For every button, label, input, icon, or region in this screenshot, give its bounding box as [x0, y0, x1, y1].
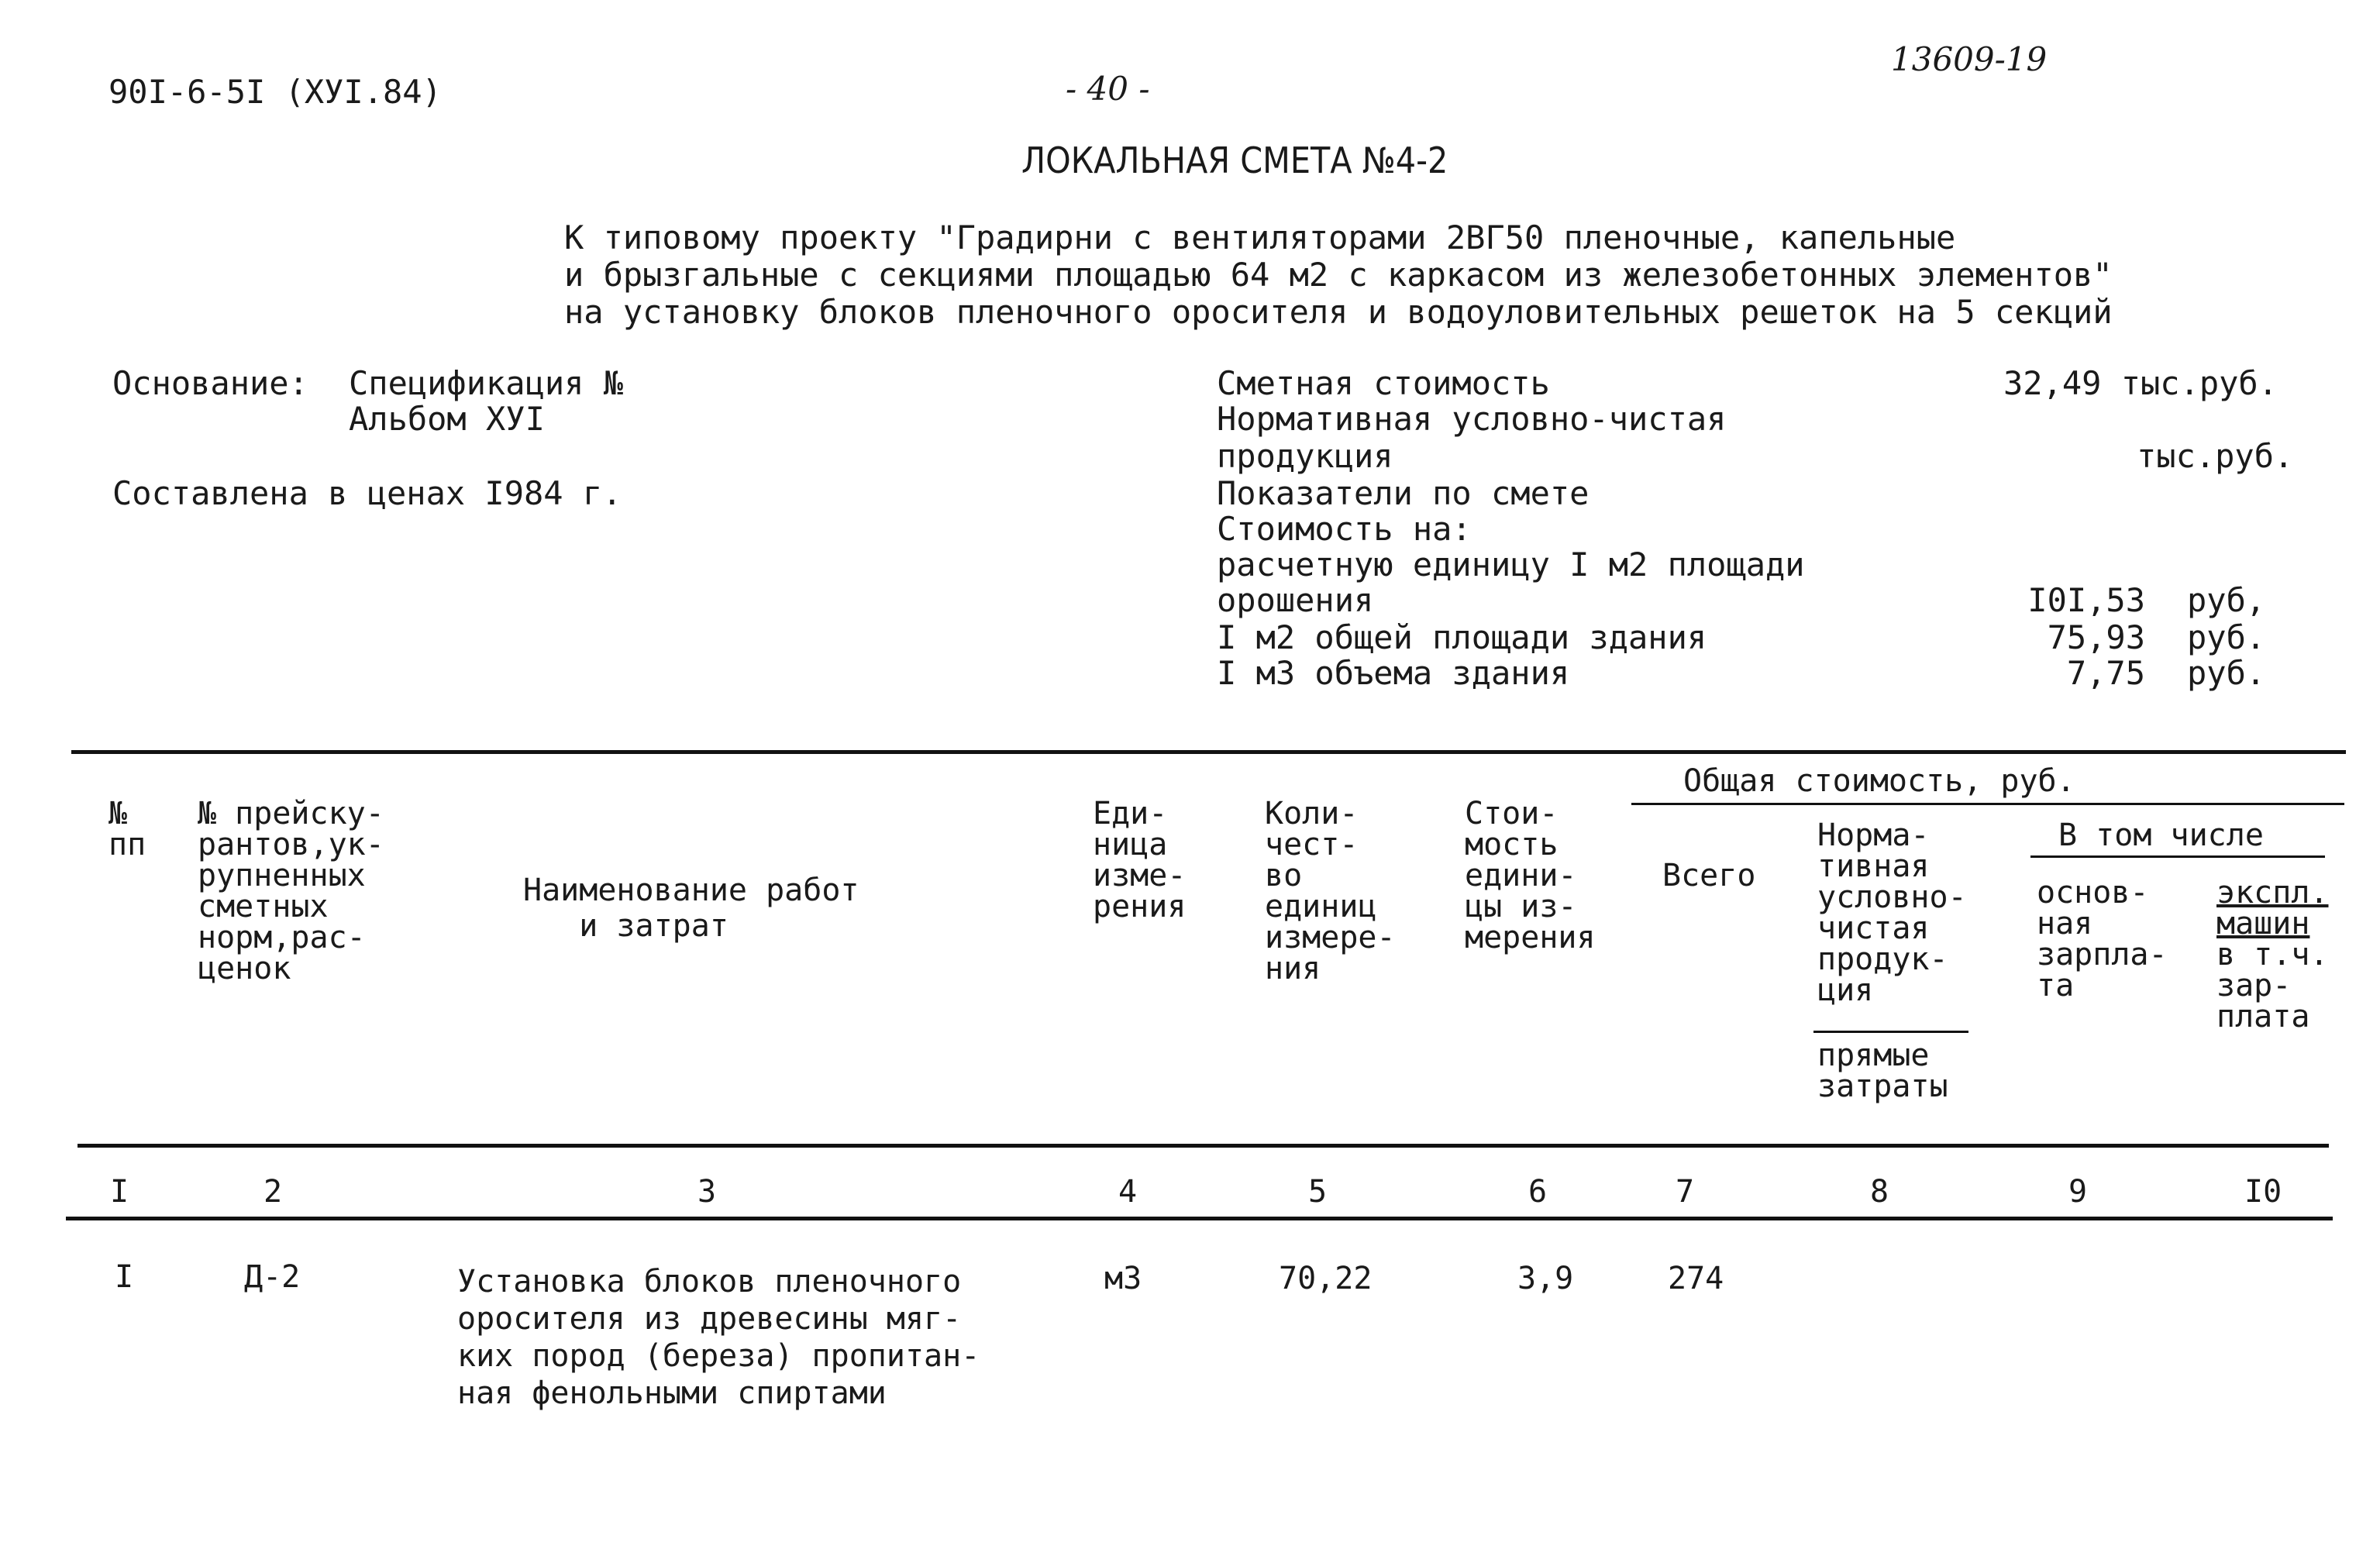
header-incl-group: В том числе [2058, 818, 2264, 853]
numbers-bottom-rule [66, 1217, 2333, 1220]
volume-currency: руб. [2187, 654, 2266, 692]
colnum-10: I0 [2244, 1174, 2282, 1210]
subtitle-line-3: на установку блоков пленочного оросителя и водоуловительных решеток на 5 секций [564, 293, 2113, 331]
header-c9: основ- ная зарпла- та [2037, 875, 2168, 1003]
subtitle-line-2: и брызгальные с секциями площадью 64 м2 с каркасом из железобетонных элементов" [564, 256, 2113, 294]
price-basis: Составлена в ценах I984 г. [112, 474, 622, 512]
volume-label: I м3 объема здания [1217, 654, 1570, 692]
row-code: Д-2 [244, 1259, 301, 1295]
colnum-9: 9 [2068, 1174, 2088, 1210]
row-unit: м3 [1104, 1261, 1142, 1296]
header-c8-bottom: прямые затраты [1817, 1038, 1948, 1104]
basis-album: Альбом ХУI [349, 400, 545, 438]
cost-per-label: Стоимость на: [1217, 510, 1472, 548]
document-number: 13609-19 [1891, 40, 2048, 78]
page-number: - 40 - [1066, 70, 1150, 108]
header-c5: Коли- чест- во единиц измере- ния [1265, 796, 1396, 986]
row-quantity: 70,22 [1279, 1261, 1373, 1296]
basis-spec: Спецификация № [349, 364, 624, 402]
estimated-cost-label: Сметная стоимость [1217, 364, 1550, 402]
header-c3: Наименование работ и затрат [523, 873, 859, 944]
header-bottom-rule [77, 1144, 2329, 1148]
header-c2: № прейску- рантов,ук- рупненных сметных норм,рас- ценок [198, 796, 384, 986]
subtitle-line-1: К типовому проекту "Градирни с вентиляторами 2ВГ50 пленочные, капельные [564, 219, 1956, 256]
normative-value: тыс.руб. [2137, 437, 2294, 475]
volume-value: 7,75 [2066, 654, 2145, 692]
table-top-rule [71, 750, 2346, 754]
row-total: 274 [1668, 1261, 1724, 1296]
colnum-4: 4 [1118, 1174, 1138, 1210]
header-c1: № пп [108, 796, 146, 862]
area-value: 75,93 [2047, 618, 2145, 656]
normative-label-2: продукция [1217, 437, 1393, 475]
unit-value: I0I,53 [2027, 581, 2145, 619]
unit-label-1: расчетную единицу I м2 площади [1217, 546, 1805, 584]
colnum-3: 3 [697, 1174, 717, 1210]
row-unit-cost: 3,9 [1517, 1261, 1574, 1296]
header-c7: Всего [1662, 858, 1756, 893]
header-total-group: Общая стоимость, руб. [1683, 763, 2075, 799]
header-c4: Еди- ница изме- рения [1093, 796, 1187, 924]
document-title: ЛОКАЛЬНАЯ СМЕТА №4-2 [1021, 139, 1448, 181]
area-label: I м2 общей площади здания [1217, 618, 1707, 656]
c8-divider-rule [1813, 1031, 1968, 1033]
area-currency: руб. [2187, 618, 2266, 656]
colnum-6: 6 [1528, 1174, 1548, 1210]
row-num: I [115, 1259, 134, 1295]
row-name: Установка блоков пленочного оросителя из древесины мяг- ких пород (береза) пропитан- ная фенольными спиртами [457, 1264, 980, 1411]
total-group-rule [1631, 803, 2344, 805]
colnum-7: 7 [1676, 1174, 1695, 1210]
unit-currency: руб, [2187, 581, 2266, 619]
colnum-2: 2 [263, 1174, 283, 1210]
document-code: 90I-6-5I (ХУI.84) [108, 73, 442, 111]
colnum-8: 8 [1870, 1174, 1889, 1210]
indicators-label: Показатели по смете [1217, 474, 1590, 512]
header-c10-top: экспл. машин [2216, 875, 2329, 942]
basis-label: Основание: [112, 364, 308, 402]
header-c8-top: Норма- тивная условно- чистая продук- ция [1817, 818, 1967, 1008]
header-c6: Стои- мость едини- цы из- мерения [1465, 796, 1596, 955]
colnum-1: I [110, 1174, 129, 1210]
estimated-cost-value: 32,49 тыс.руб. [2003, 364, 2278, 402]
incl-group-rule [2030, 855, 2325, 858]
header-c10-bottom: в т.ч. зар- плата [2216, 937, 2329, 1034]
colnum-5: 5 [1308, 1174, 1328, 1210]
unit-label-2: орошения [1217, 581, 1374, 619]
normative-label-1: Нормативная условно-чистая [1217, 400, 1727, 438]
